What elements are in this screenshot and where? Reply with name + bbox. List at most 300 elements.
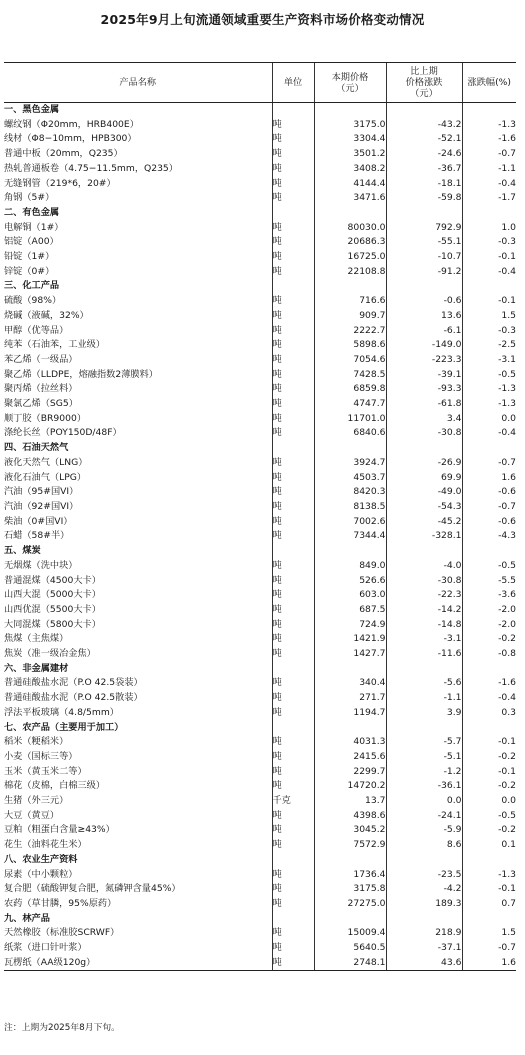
table-row [4,191,516,206]
table-row [4,353,516,368]
empty-cell [314,544,386,559]
header-change [386,63,462,103]
empty-cell [386,544,462,559]
change-cell: -4.0 [386,559,462,574]
change-cell: -24.1 [386,809,462,824]
price-cell: 7344.4 [314,529,386,544]
empty-cell [462,912,516,927]
product-name-cell: 无缝钢管（219*6，20#） [4,177,116,189]
table-body [4,103,516,971]
product-name-cell: 稻米（粳稻米） [4,736,69,748]
change-cell: -223.3 [386,353,462,368]
price-cell: 80030.0 [314,221,386,236]
change-cell: -37.1 [386,941,462,956]
change-cell: 792.9 [386,221,462,236]
change-cell: -6.1 [386,324,462,339]
pct-cell: -0.1 [462,765,516,780]
pct-cell: -1.3 [462,868,516,883]
pct-cell: -0.4 [462,426,516,441]
pct-cell: 0.1 [462,838,516,853]
change-cell: -328.1 [386,529,462,544]
unit-cell: 吨 [272,632,314,647]
pct-cell: -0.7 [462,147,516,162]
price-cell: 849.0 [314,559,386,574]
pct-cell: -0.6 [462,515,516,530]
change-cell: 69.9 [386,471,462,486]
price-cell: 716.6 [314,294,386,309]
table-row [4,515,516,530]
table-row [4,265,516,280]
change-cell: -14.2 [386,603,462,618]
unit-cell: 吨 [272,823,314,838]
change-cell: 218.9 [386,926,462,941]
pct-cell: -2.5 [462,338,516,353]
price-cell: 4747.7 [314,397,386,412]
price-cell: 3175.8 [314,882,386,897]
price-cell: 16725.0 [314,250,386,265]
unit-cell: 吨 [272,838,314,853]
empty-cell [272,662,314,677]
price-table [4,62,516,971]
product-name-cell: 普通硅酸盐水泥（P.O 42.5散装） [4,692,143,704]
change-cell: -93.3 [386,382,462,397]
category-label: 三、化工产品 [4,280,60,292]
price-cell: 1427.7 [314,647,386,662]
table-row [4,309,516,324]
product-name-cell: 花生（油料花生米） [4,839,87,851]
change-cell: 3.9 [386,706,462,721]
price-cell: 27275.0 [314,897,386,912]
pct-cell: -3.1 [462,353,516,368]
change-cell: -11.6 [386,647,462,662]
pct-cell: 1.6 [462,471,516,486]
price-cell: 2748.1 [314,956,386,971]
header-price-line: 本期价格 [331,71,369,83]
category-row [4,912,516,927]
change-cell: -23.5 [386,868,462,883]
pct-cell: -0.7 [462,500,516,515]
product-name-cell: 焦炭（准一级冶金焦） [4,648,96,660]
price-cell: 7572.9 [314,838,386,853]
pct-cell: -2.0 [462,618,516,633]
price-cell: 7054.6 [314,353,386,368]
change-cell: -22.3 [386,588,462,603]
price-cell: 5898.6 [314,338,386,353]
pct-cell: 0.0 [462,794,516,809]
pct-cell: -0.4 [462,691,516,706]
table-row [4,618,516,633]
change-cell: -18.1 [386,177,462,192]
change-cell: -24.6 [386,147,462,162]
pct-cell: -1.3 [462,118,516,133]
table-row [4,647,516,662]
product-name-cell: 电解铜（1#） [4,221,64,233]
change-cell: -55.1 [386,235,462,250]
empty-cell [314,853,386,868]
table-row [4,691,516,706]
header-pct: 涨跌幅(%) [462,63,516,103]
price-cell: 3471.6 [314,191,386,206]
price-cell: 4031.3 [314,735,386,750]
header-change-line: 比上期 [410,66,438,77]
product-name-cell: 普通混煤（4500大卡） [4,574,101,586]
change-cell: -30.8 [386,426,462,441]
product-name-cell: 汽油（95#国VI） [4,486,79,498]
unit-cell: 吨 [272,647,314,662]
unit-cell: 吨 [272,118,314,133]
category-row [4,544,516,559]
product-name-cell: 柴油（0#国VI） [4,515,73,527]
price-cell: 22108.8 [314,265,386,280]
change-cell: -149.0 [386,338,462,353]
header-price [314,63,386,103]
pct-cell: -0.2 [462,632,516,647]
empty-cell [272,103,314,118]
unit-cell: 吨 [272,221,314,236]
header-change-line: 价格涨跌 [405,77,443,88]
product-name-cell: 豆粕（粗蛋白含量≥43%） [4,824,115,836]
change-cell: 8.6 [386,838,462,853]
unit-cell: 吨 [272,588,314,603]
empty-cell [272,912,314,927]
category-label: 一、黑色金属 [4,104,60,115]
pct-cell: 0.0 [462,412,516,427]
product-name-cell: 山西优混（5500大卡） [4,603,101,615]
pct-cell: 0.7 [462,897,516,912]
unit-cell: 吨 [272,191,314,206]
price-cell: 20686.3 [314,235,386,250]
price-cell: 3175.0 [314,118,386,133]
category-row [4,103,516,118]
unit-cell: 吨 [272,309,314,324]
table-row [4,868,516,883]
product-name-cell: 生猪（外三元） [4,795,69,807]
change-cell: -49.0 [386,485,462,500]
change-cell: -4.2 [386,882,462,897]
empty-cell [386,853,462,868]
pct-cell: -0.1 [462,735,516,750]
change-cell: -43.2 [386,118,462,133]
price-cell: 11701.0 [314,412,386,427]
unit-cell: 吨 [272,868,314,883]
empty-cell [272,721,314,736]
pct-cell: -0.2 [462,750,516,765]
unit-cell: 吨 [272,750,314,765]
category-row [4,441,516,456]
change-cell: -14.8 [386,618,462,633]
pct-cell: -1.6 [462,132,516,147]
change-cell: 13.6 [386,309,462,324]
product-name-cell: 聚氯乙烯（SG5） [4,398,78,410]
pct-cell: -1.6 [462,676,516,691]
unit-cell: 吨 [272,574,314,589]
price-cell: 2222.7 [314,324,386,339]
price-cell: 1194.7 [314,706,386,721]
product-name-cell: 浮法平板玻璃（4.8/5mm） [4,706,119,718]
unit-cell: 吨 [272,456,314,471]
table-row [4,382,516,397]
pct-cell: -0.7 [462,941,516,956]
category-row [4,853,516,868]
product-name-cell: 无烟煤（洗中块） [4,559,78,571]
product-name-cell: 铅锭（1#） [4,251,55,263]
product-name-cell: 大豆（黄豆） [4,809,60,821]
table-row [4,794,516,809]
unit-cell: 吨 [272,382,314,397]
price-cell: 3501.2 [314,147,386,162]
table-row [4,779,516,794]
unit-cell: 吨 [272,515,314,530]
product-name-cell: 角钢（5#） [4,192,55,204]
unit-cell: 吨 [272,338,314,353]
unit-cell: 吨 [272,294,314,309]
table-row [4,603,516,618]
table-row [4,412,516,427]
price-cell: 7002.6 [314,515,386,530]
table-row [4,132,516,147]
empty-cell [314,103,386,118]
product-name-cell: 纸浆（进口针叶浆） [4,942,87,954]
empty-cell [386,206,462,221]
category-row [4,279,516,294]
product-name-cell: 涤纶长丝（POY150D/48F） [4,427,122,439]
table-row [4,676,516,691]
unit-cell: 吨 [272,162,314,177]
price-cell: 526.6 [314,574,386,589]
empty-cell [462,441,516,456]
category-label: 七、农产品（主要用于加工） [4,721,124,733]
table-row [4,324,516,339]
price-cell: 724.9 [314,618,386,633]
pct-cell: -2.0 [462,603,516,618]
empty-cell [386,721,462,736]
unit-cell: 吨 [272,882,314,897]
page-title: 2025年9月上旬流通领域重要生产资料市场价格变动情况 [100,12,425,27]
product-name-cell: 山西大混（5000大卡） [4,589,101,601]
table-row [4,456,516,471]
pct-cell: -4.3 [462,529,516,544]
empty-cell [462,279,516,294]
change-cell: -30.8 [386,574,462,589]
table-row [4,559,516,574]
table-row [4,221,516,236]
header-name: 产品名称 [4,63,272,103]
product-name-cell: 烧碱（液碱，32%） [4,309,89,321]
product-name-cell: 线材（Φ8−10mm，HPB300） [4,133,137,145]
price-cell: 4144.4 [314,177,386,192]
table-row [4,500,516,515]
price-cell: 909.7 [314,309,386,324]
category-label: 五、煤炭 [4,545,41,557]
product-name-cell: 棉花（皮棉，白棉三级） [4,780,106,792]
pct-cell: -0.4 [462,265,516,280]
unit-cell: 吨 [272,235,314,250]
product-name-cell: 复合肥（硫酸钾复合肥，氮磷钾含量45%） [4,883,181,895]
product-name-cell: 顺丁胶（BR9000） [4,412,87,424]
pct-cell: 1.5 [462,309,516,324]
empty-cell [314,721,386,736]
unit-cell: 千克 [272,794,314,809]
product-name-cell: 聚乙烯（LLDPE，熔融指数2薄膜料） [4,368,158,380]
price-cell: 4503.7 [314,471,386,486]
table-row [4,485,516,500]
unit-cell: 吨 [272,897,314,912]
empty-cell [462,721,516,736]
price-cell: 1736.4 [314,868,386,883]
table-row [4,338,516,353]
change-cell: -1.2 [386,765,462,780]
price-cell: 14720.2 [314,779,386,794]
empty-cell [314,279,386,294]
price-cell: 3408.2 [314,162,386,177]
change-cell: -10.7 [386,250,462,265]
change-cell: -39.1 [386,368,462,383]
category-row [4,721,516,736]
category-row [4,662,516,677]
product-name-cell: 农药（草甘膦，95%原药） [4,897,117,909]
unit-cell: 吨 [272,941,314,956]
table-row [4,574,516,589]
category-row [4,206,516,221]
pct-cell: -0.2 [462,779,516,794]
table-row [4,250,516,265]
category-label: 八、农业生产资料 [4,853,78,865]
pct-cell: 1.5 [462,926,516,941]
product-name-cell: 焦煤（主焦煤） [4,633,69,645]
empty-cell [462,103,516,118]
table-row [4,118,516,133]
change-cell: 43.6 [386,956,462,971]
empty-cell [272,544,314,559]
product-name-cell: 玉米（黄玉米二等） [4,765,87,777]
change-cell: -5.6 [386,676,462,691]
pct-cell: -0.8 [462,647,516,662]
unit-cell: 吨 [272,426,314,441]
change-cell: -54.3 [386,500,462,515]
table-row [4,147,516,162]
table-row [4,397,516,412]
unit-cell: 吨 [272,809,314,824]
product-name-cell: 大同混煤（5800大卡） [4,618,101,630]
footnote: 注：上期为2025年8月下旬。 [4,1023,120,1033]
price-cell: 8420.3 [314,485,386,500]
price-cell: 13.7 [314,794,386,809]
table-row [4,235,516,250]
unit-cell: 吨 [272,559,314,574]
table-row [4,177,516,192]
table-row [4,941,516,956]
change-cell: -59.8 [386,191,462,206]
price-cell: 3924.7 [314,456,386,471]
table-row [4,632,516,647]
change-cell: -5.7 [386,735,462,750]
empty-cell [386,912,462,927]
empty-cell [386,103,462,118]
empty-cell [272,279,314,294]
category-label: 四、石油天然气 [4,442,69,454]
unit-cell: 吨 [272,618,314,633]
product-name-cell: 铝锭（A00） [4,236,59,248]
pct-cell: -1.1 [462,162,516,177]
product-name-cell: 天然橡胶（标准胶SCRWF） [4,927,120,939]
product-name-cell: 热轧普通板卷（4.75−11.5mm，Q235） [4,162,178,174]
pct-cell: 1.6 [462,956,516,971]
pct-cell: -0.5 [462,559,516,574]
price-cell: 4398.6 [314,809,386,824]
unit-cell: 吨 [272,250,314,265]
change-cell: -3.1 [386,632,462,647]
price-cell: 8138.5 [314,500,386,515]
change-cell: -26.9 [386,456,462,471]
product-name-cell: 聚丙烯（拉丝料） [4,383,78,395]
pct-cell: -0.1 [462,882,516,897]
pct-cell: -0.2 [462,823,516,838]
table-row [4,162,516,177]
pct-cell: 1.0 [462,221,516,236]
unit-cell: 吨 [272,353,314,368]
unit-cell: 吨 [272,471,314,486]
product-name-cell: 甲醇（优等品） [4,324,69,336]
unit-cell: 吨 [272,500,314,515]
pct-cell: -0.4 [462,177,516,192]
empty-cell [462,853,516,868]
product-name-cell: 尿素（中小颗粒） [4,868,78,880]
product-name-cell: 锌锭（0#） [4,265,55,277]
unit-cell: 吨 [272,412,314,427]
table-row [4,368,516,383]
price-cell: 603.0 [314,588,386,603]
product-name-cell: 石蜡（58#半） [4,530,70,542]
unit-cell: 吨 [272,603,314,618]
category-label: 九、林产品 [4,912,50,924]
unit-cell: 吨 [272,956,314,971]
change-cell: -61.8 [386,397,462,412]
unit-cell: 吨 [272,324,314,339]
unit-cell: 吨 [272,147,314,162]
table-row [4,735,516,750]
product-name-cell: 液化天然气（LNG） [4,456,88,468]
unit-cell: 吨 [272,368,314,383]
unit-cell: 吨 [272,706,314,721]
change-cell: 189.3 [386,897,462,912]
change-cell: -45.2 [386,515,462,530]
table-row [4,529,516,544]
table-row [4,956,516,971]
change-cell: 3.4 [386,412,462,427]
pct-cell: -0.1 [462,294,516,309]
change-cell: -36.7 [386,162,462,177]
table-row [4,765,516,780]
table-row [4,471,516,486]
product-name-cell: 液化石油气（LPG） [4,471,87,483]
price-cell: 6840.6 [314,426,386,441]
table-row [4,426,516,441]
unit-cell: 吨 [272,177,314,192]
table-row [4,823,516,838]
table-row [4,882,516,897]
price-cell: 1421.9 [314,632,386,647]
unit-cell: 吨 [272,765,314,780]
empty-cell [314,662,386,677]
empty-cell [314,441,386,456]
header-price-line: （元） [336,82,364,94]
table-row [4,809,516,824]
unit-cell: 吨 [272,691,314,706]
unit-cell: 吨 [272,265,314,280]
empty-cell [314,206,386,221]
unit-cell: 吨 [272,397,314,412]
change-cell: -36.1 [386,779,462,794]
